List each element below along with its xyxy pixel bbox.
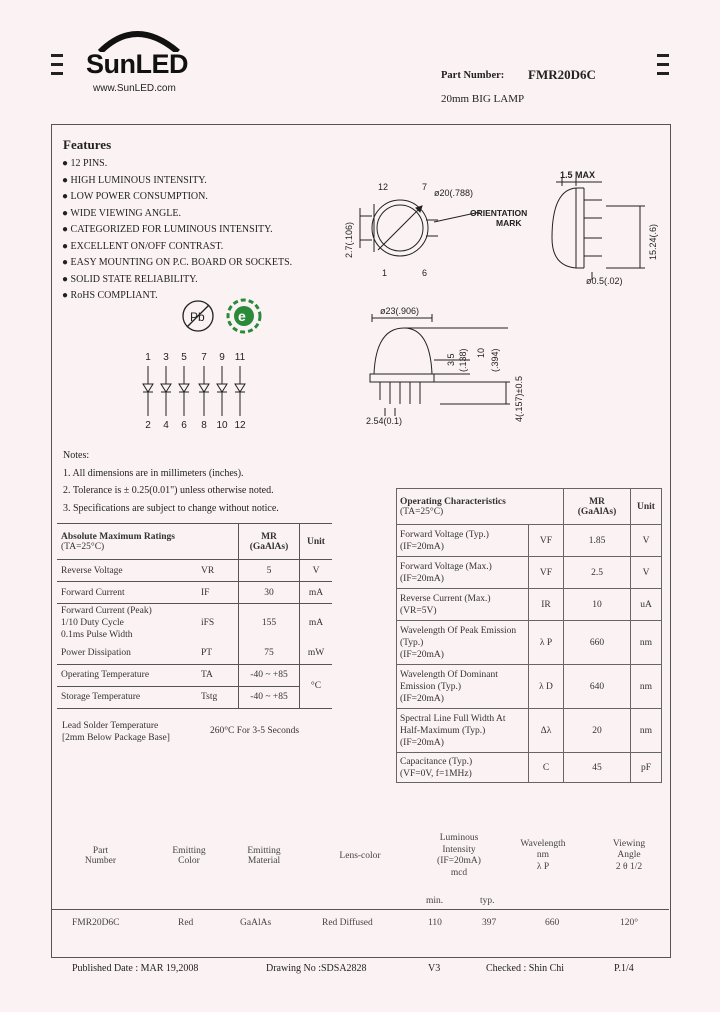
pin-label-bottom: 4 [163, 420, 169, 431]
dim-138-label: (.138) [458, 348, 468, 372]
table-row: Wavelength Of Peak Emission (Typ.) (IF=20mA) λ P 660 nm [397, 621, 662, 665]
page-number: P.1/4 [614, 963, 634, 974]
pin-1-label: 1 [382, 268, 388, 278]
pin-label-bottom: 6 [181, 420, 187, 431]
list-item: ● WIDE VIEWING ANGLE. [62, 207, 181, 219]
pb-label: Pb [190, 310, 205, 324]
pb-free-icon [180, 298, 216, 334]
dim-35-label: 3.5 [446, 353, 456, 366]
side-view [552, 178, 645, 280]
table-header: Absolute Maximum Ratings (TA=25°C) MR (GaAlAs) Unit [57, 524, 332, 560]
top-view [360, 200, 480, 256]
version: V3 [428, 963, 441, 974]
note-item: 3. Specifications are subject to change without notice. [63, 503, 279, 515]
dim-4-label: 4(.157)±0.5 [514, 376, 524, 422]
list-item: ● LOW POWER CONSUMPTION. [62, 191, 208, 202]
diode-symbol [217, 366, 227, 416]
pin-label-bottom: 8 [201, 420, 207, 431]
features-title: Features [63, 137, 112, 152]
solder-value: 260°C For 3-5 Seconds [210, 726, 300, 736]
abs-max-table [57, 523, 332, 709]
part-number-label: Part Number: [441, 70, 505, 81]
table-row: Reverse Current (Max.) (VR=5V) IR 10 uA [397, 589, 662, 621]
pin-label-bottom: 2 [145, 420, 151, 431]
pin-label-bottom: 10 [216, 420, 228, 431]
part-table-divider [51, 909, 669, 910]
pinout-diagram [138, 348, 258, 434]
notes-title: Notes: [63, 450, 90, 461]
table-row: Storage Temperature Tstg -40 ~ +85 [57, 686, 332, 708]
list-item: ● EASY MOUNTING ON P.C. BOARD OR SOCKETS. [62, 257, 293, 268]
pin-12-label: 12 [378, 182, 389, 192]
typ-header: typ. [480, 896, 495, 906]
pin-label-top: 7 [201, 352, 207, 363]
note-item: 2. Tolerance is ± 0.25(0.01") unless otherwise noted. [63, 485, 274, 497]
notes [63, 447, 279, 518]
pin-labels-top [145, 352, 245, 363]
table-header: Operating Characteristics (TA=25°C) MR (GaAlAs) Unit [397, 489, 662, 525]
left-marker [51, 54, 63, 81]
pin-label-top: 1 [145, 352, 151, 363]
diameter-top-label: ø20(.788) [434, 188, 474, 198]
diode-symbol [143, 366, 153, 416]
diode-symbols [143, 366, 245, 416]
package-drawing [330, 160, 670, 440]
subtitle: 20mm BIG LAMP [441, 93, 525, 105]
sunled-logo [86, 22, 196, 84]
right-marker [657, 54, 669, 81]
list-item: ● 12 PINS. [62, 158, 108, 169]
front-view [370, 314, 510, 416]
dim-394-label: (.394) [490, 348, 500, 372]
pin-label-top: 3 [163, 352, 169, 363]
brand-name: SunLED [86, 49, 188, 79]
diode-symbol [235, 366, 245, 416]
published-date: Published Date : MAR 19,2008 [72, 963, 199, 974]
table-row: Power Dissipation PT 75 mW [57, 642, 332, 664]
op-char-table [396, 488, 662, 783]
table-row: Wavelength Of Dominant Emission (Typ.) (IF=20mA) λ D 640 nm [397, 665, 662, 709]
dim-27-label: 2.7(.106) [344, 221, 354, 258]
drawing-number: Drawing No :SDSA2828 [266, 963, 367, 974]
dim-15max-label: 1.5 MAX [560, 170, 596, 180]
pin-6-label: 6 [422, 268, 428, 278]
list-item: ● CATEGORIZED FOR LUMINOUS INTENSITY. [62, 224, 273, 235]
diode-symbol [161, 366, 171, 416]
solder-label: Lead Solder Temperature [2mm Below Package Base] [62, 721, 170, 743]
dim-23-label: ø23(.906) [380, 306, 420, 316]
rohs-e-icon [225, 297, 263, 335]
list-item: ● RoHS COMPLIANT. [62, 290, 158, 301]
table-row: Spectral Line Full Width At Half-Maximum (Typ.) (IF=20mA) Δλ 20 nm [397, 709, 662, 753]
table-row: Operating Temperature TA -40 ~ +85 °C [57, 664, 332, 686]
pin-label-bottom: 12 [234, 420, 246, 431]
pin-7-label: 7 [422, 182, 428, 192]
table-row: Reverse Voltage VR 5 V [57, 560, 332, 582]
checked-by: Checked : Shin Chi [486, 963, 565, 974]
logo-arc [86, 22, 196, 52]
footer [72, 963, 672, 977]
diode-symbol [179, 366, 189, 416]
dim-254-label: 2.54(0.1) [366, 416, 403, 426]
table-row: Forward Current (Peak) 1/10 Duty Cycle 0.1ms Pulse Width iFS 155 mA [57, 604, 332, 643]
brand-url[interactable]: www.SunLED.com [93, 83, 176, 94]
orientation-label-2: MARK [496, 218, 522, 228]
pin-label-top: 5 [181, 352, 187, 363]
table-header: Part Number Emitting Color Emitting Material Lens-color Luminous Intensity (IF=20mA) mcd Wavelength nm λ P Viewing Angle 2 θ 1/2 [84, 833, 646, 878]
table-row: Capacitance (Typ.) (VF=0V, f=1MHz) C 45 pF [397, 753, 662, 783]
orientation-label-1: ORIENTATION [470, 208, 528, 218]
diode-symbol [199, 366, 209, 416]
dim-1524-label: 15.24(.6) [648, 223, 658, 260]
pin-label-top: 9 [219, 352, 225, 363]
table-row: Forward Voltage (Typ.) (IF=20mA) VF 1.85 V [397, 525, 662, 557]
svg-text:e: e [238, 308, 246, 324]
min-header: min. [426, 896, 444, 906]
dim-10-label: 10 [476, 347, 486, 358]
table-row: Forward Voltage (Max.) (IF=20mA) VF 2.5 V [397, 557, 662, 589]
pin-label-top: 11 [234, 352, 246, 363]
dim-pin-label: ø0.5(.02) [586, 276, 623, 286]
part-number: FMR20D6C [528, 67, 596, 82]
features-list [62, 156, 292, 305]
pin-labels-bottom [145, 420, 246, 431]
note-item: 1. All dimensions are in millimeters (inches). [63, 467, 244, 479]
list-item: ● HIGH LUMINOUS INTENSITY. [62, 174, 207, 186]
part-table [52, 832, 669, 880]
list-item: ● EXCELLENT ON/OFF CONTRAST. [62, 240, 224, 252]
list-item: ● SOLID STATE RELIABILITY. [62, 273, 198, 285]
table-row: Forward Current IF 30 mA [57, 582, 332, 604]
